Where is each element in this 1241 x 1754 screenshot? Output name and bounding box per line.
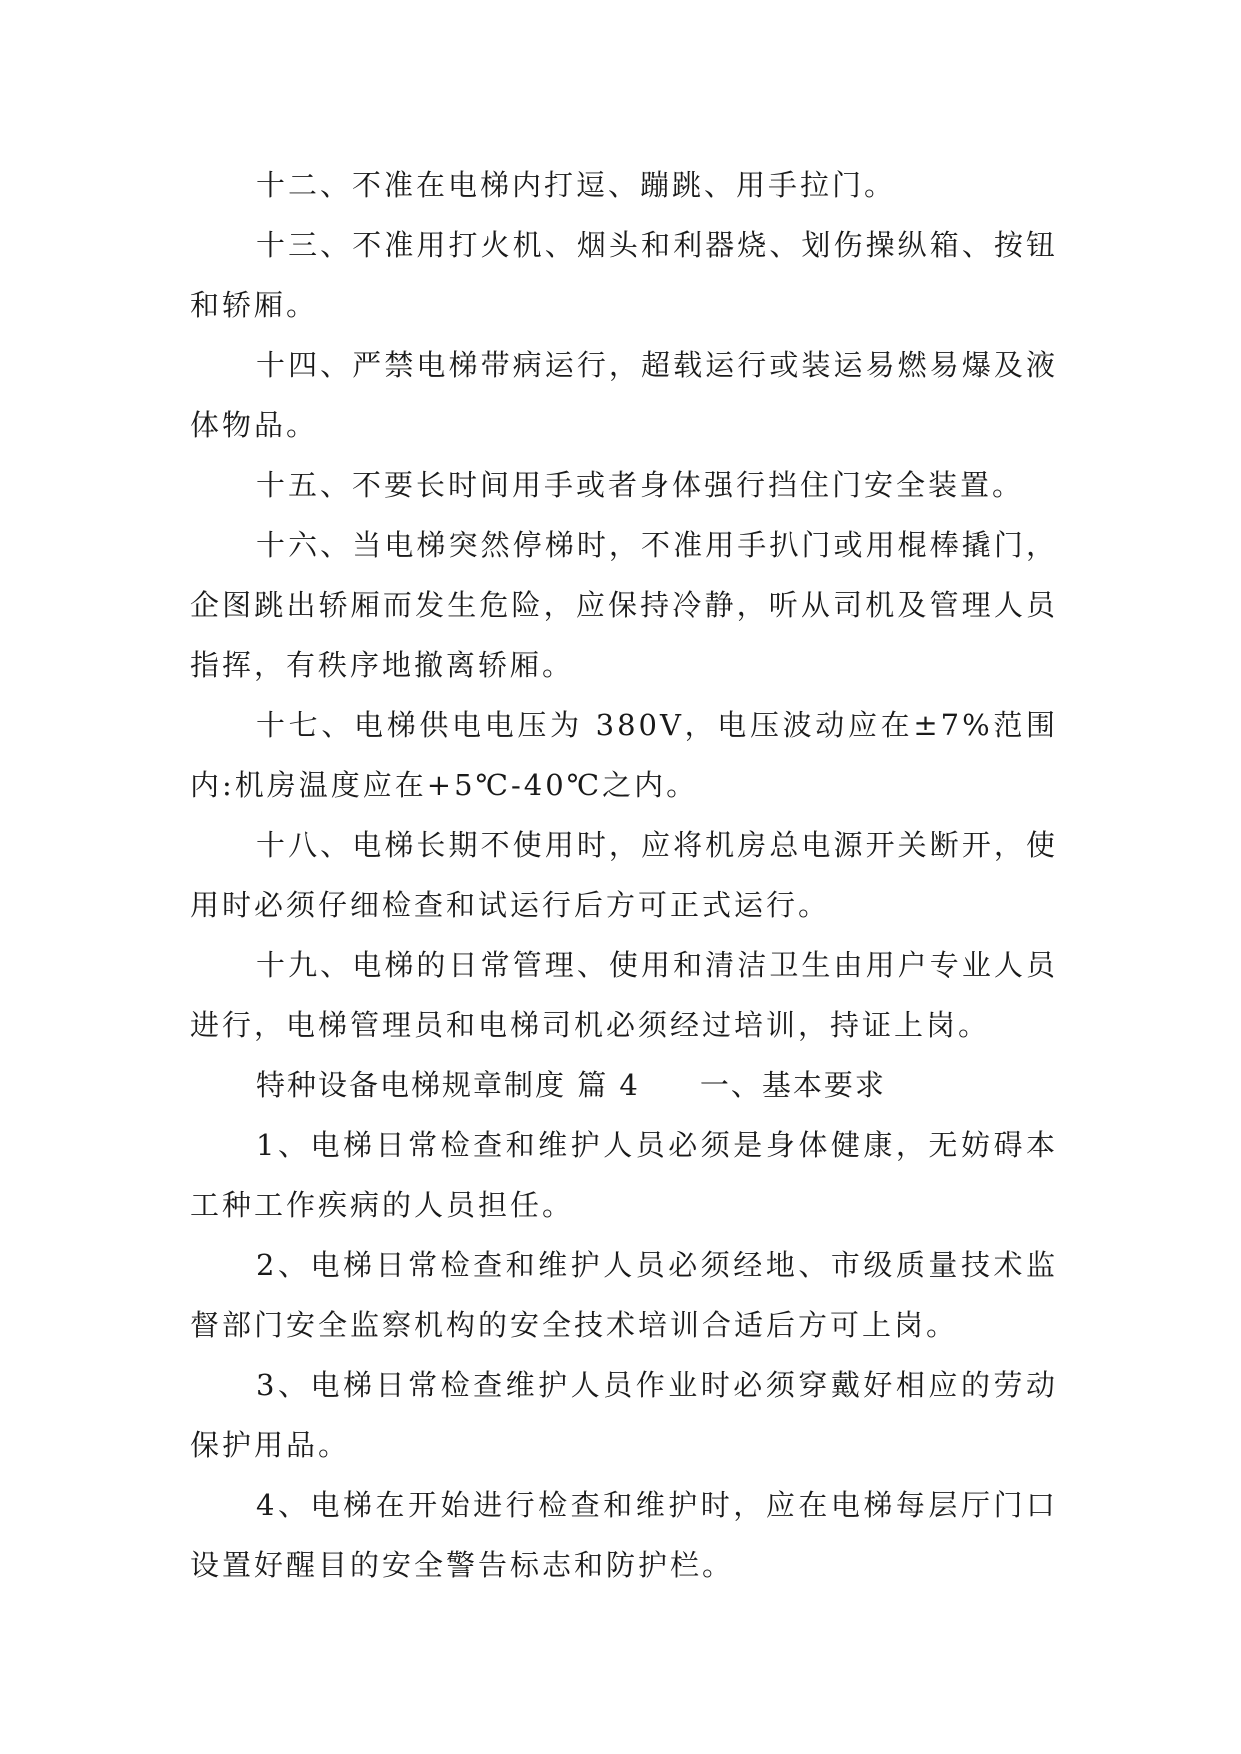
rule-12: 十二、不准在电梯内打逗、蹦跳、用手拉门。 [256,168,897,202]
requirement-4: 4、电梯在开始进行检查和维护时，应在电梯每层厅门口设置好醒目的安全警告标志和防护栏。 [190,1488,1058,1582]
section-title: 特种设备电梯规章制度 篇 4 [256,1068,640,1102]
section-subtitle: 一、基本要求 [699,1068,886,1102]
rule-17: 十七、电梯供电电压为 380V，电压波动应在±7%范围内:机房温度应在+5℃-40℃之内。 [190,708,1058,802]
section-heading [190,1055,1058,1115]
document-body [190,155,1058,1595]
requirement-2: 2、电梯日常检查和维护人员必须经地、市级质量技术监督部门安全监察机构的安全技术培训合适后方可上岗。 [190,1248,1058,1342]
rule-16: 十六、当电梯突然停梯时，不准用手扒门或用棍棒撬门，企图跳出轿厢而发生危险，应保持冷静，听从司机及管理人员指挥，有秩序地撤离轿厢。 [190,528,1058,682]
requirement-1: 1、电梯日常检查和维护人员必须是身体健康，无妨碍本工种工作疾病的人员担任。 [190,1128,1058,1222]
rule-15: 十五、不要长时间用手或者身体强行挡住门安全装置。 [256,468,1025,502]
rule-18: 十八、电梯长期不使用时，应将机房总电源开关断开，使用时必须仔细检查和试运行后方可正式运行。 [190,828,1058,922]
rule-13: 十三、不准用打火机、烟头和利器烧、划伤操纵箱、按钮和轿厢。 [190,228,1058,322]
rule-19: 十九、电梯的日常管理、使用和清洁卫生由用户专业人员进行，电梯管理员和电梯司机必须经过培训，持证上岗。 [190,948,1058,1042]
requirement-3: 3、电梯日常检查维护人员作业时必须穿戴好相应的劳动保护用品。 [190,1368,1058,1462]
rule-14: 十四、严禁电梯带病运行，超载运行或装运易燃易爆及液体物品。 [190,348,1058,442]
